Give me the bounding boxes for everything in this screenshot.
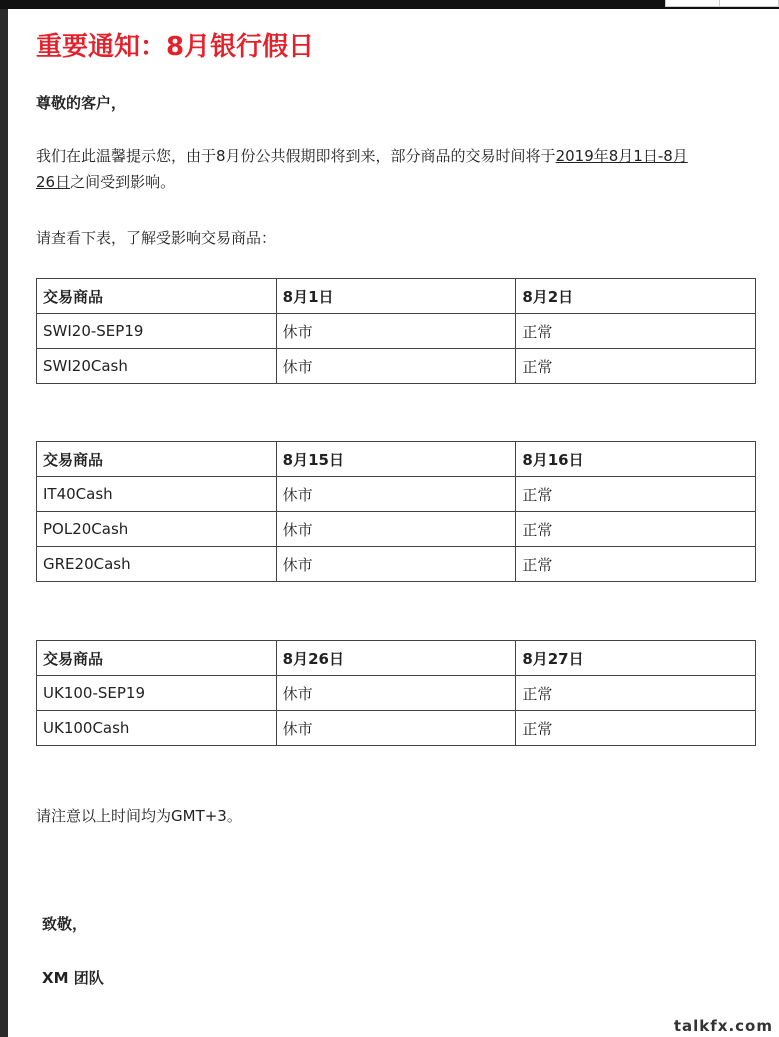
- left-edge-bar: [0, 0, 8, 1037]
- header-product: 交易商品: [37, 641, 277, 676]
- header-date-1: 8月1日: [276, 279, 516, 314]
- table-row: [37, 547, 756, 582]
- date-range-start: 2019年8月1日-8月: [555, 147, 688, 165]
- top-tab[interactable]: [665, 0, 779, 7]
- table-header-row: [37, 279, 756, 314]
- status-cell: 正常: [516, 314, 756, 349]
- intro-text: 我们在此温馨提示您，由于8月份公共假期即将到来，部分商品的交易时间将于: [36, 147, 556, 165]
- closing: 致敬，: [42, 915, 88, 933]
- product-cell: GRE20Cash: [37, 547, 277, 582]
- status-cell: 休市: [276, 512, 516, 547]
- header-date-2: 8月16日: [516, 442, 756, 477]
- product-cell: UK100-SEP19: [37, 676, 277, 711]
- product-cell: POL20Cash: [37, 512, 277, 547]
- schedule-table-2: [36, 441, 756, 582]
- table-intro: 请查看下表，了解受影响交易商品：: [36, 229, 277, 247]
- status-cell: 休市: [276, 349, 516, 384]
- status-cell: 正常: [516, 477, 756, 512]
- status-cell: 休市: [276, 711, 516, 746]
- intro-text-end: 之间受到影响。: [70, 173, 176, 191]
- status-cell: 正常: [516, 711, 756, 746]
- table-row: [37, 349, 756, 384]
- top-tab-divider: [719, 0, 720, 7]
- watermark: talkfx.com: [673, 1017, 773, 1035]
- table-header-row: [37, 442, 756, 477]
- schedule-table-1: [36, 278, 756, 384]
- header-date-1: 8月15日: [276, 442, 516, 477]
- product-cell: SWI20Cash: [37, 349, 277, 384]
- status-cell: 正常: [516, 547, 756, 582]
- header-product: 交易商品: [37, 279, 277, 314]
- date-range-end: 26日: [36, 173, 71, 191]
- signature: XM 团队: [42, 969, 104, 987]
- schedule-table-3: [36, 640, 756, 746]
- status-cell: 正常: [516, 512, 756, 547]
- timezone-note: 请注意以上时间均为GMT+3。: [36, 807, 242, 825]
- status-cell: 正常: [516, 349, 756, 384]
- header-date-2: 8月27日: [516, 641, 756, 676]
- product-cell: IT40Cash: [37, 477, 277, 512]
- table-row: [37, 477, 756, 512]
- status-cell: 休市: [276, 314, 516, 349]
- intro-paragraph: [36, 143, 756, 195]
- header-product: 交易商品: [37, 442, 277, 477]
- table-row: [37, 711, 756, 746]
- table-header-row: [37, 641, 756, 676]
- notice-title: 重要通知：8月银行假日: [36, 32, 315, 62]
- table-row: [37, 676, 756, 711]
- table-row: [37, 512, 756, 547]
- status-cell: 休市: [276, 676, 516, 711]
- product-cell: SWI20-SEP19: [37, 314, 277, 349]
- status-cell: 休市: [276, 477, 516, 512]
- table-row: [37, 314, 756, 349]
- header-date-2: 8月2日: [516, 279, 756, 314]
- header-date-1: 8月26日: [276, 641, 516, 676]
- status-cell: 正常: [516, 676, 756, 711]
- status-cell: 休市: [276, 547, 516, 582]
- top-edge-bar: [0, 0, 779, 9]
- greeting: 尊敬的客户，: [36, 94, 127, 112]
- product-cell: UK100Cash: [37, 711, 277, 746]
